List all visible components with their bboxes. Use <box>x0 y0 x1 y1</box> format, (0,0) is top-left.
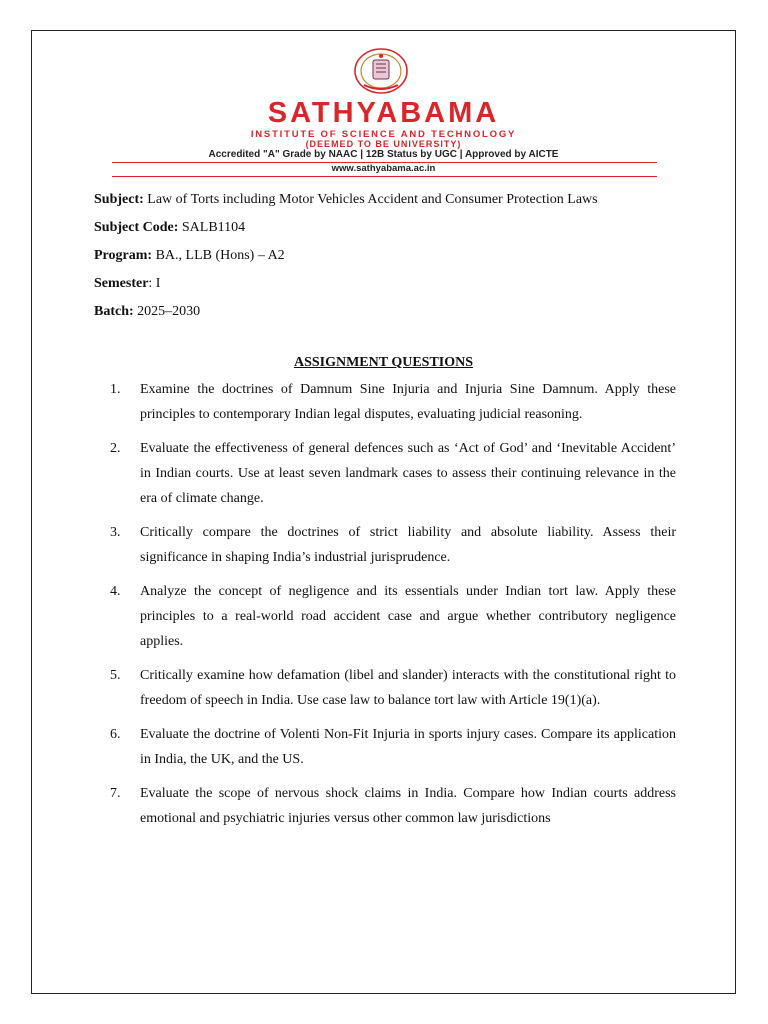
subject-line <box>94 186 694 214</box>
list-item <box>110 436 676 511</box>
question-text: Evaluate the scope of nervous shock claims in India. Compare how Indian courts address emotional and psychiatric injuries versus other common law jurisdictions <box>140 786 676 826</box>
program-value: BA., LLB (Hons) – A2 <box>152 248 285 263</box>
batch-value: 2025–2030 <box>133 304 201 319</box>
course-details <box>94 186 694 326</box>
list-item <box>110 722 676 772</box>
question-text: Examine the doctrines of Damnum Sine Injuria and Injuria Sine Damnum. Apply these principles to contemporary Indian legal disputes, evaluating judicial reasoning. <box>140 382 676 422</box>
subject-code-label: Subject Code: <box>94 220 179 235</box>
batch-label: Batch: <box>94 304 134 319</box>
accreditation-line: Accredited "A" Grade by NAAC | 12B Status by UGC | Approved by AICTE <box>208 149 559 160</box>
brand-name: SATHYABAMA <box>267 97 500 129</box>
list-item <box>110 781 676 831</box>
semester-value: : I <box>148 276 161 291</box>
list-item <box>110 579 676 654</box>
batch-line <box>94 298 694 326</box>
program-line <box>94 242 694 270</box>
question-text: Evaluate the effectiveness of general defences such as ‘Act of God’ and ‘Inevitable Accident’ in Indian courts. Use at least seven landmark cases to assess their continuing relevance in the era of climate change. <box>140 441 676 506</box>
semester-label: Semester <box>94 276 149 291</box>
subject-label: Subject: <box>94 192 144 207</box>
question-number: 3. <box>110 525 121 540</box>
assignment-heading: ASSIGNMENT QUESTIONS <box>293 355 474 370</box>
question-number: 4. <box>110 584 121 599</box>
question-text: Critically compare the doctrines of strict liability and absolute liability. Assess their significance in shaping India’s industrial jurisprudence. <box>140 525 676 565</box>
question-text: Analyze the concept of negligence and its essentials under Indian tort law. Apply these principles to a real-world road accident case and argue whether contributory negligence applies. <box>140 584 676 649</box>
question-text: Critically examine how defamation (libel and slander) interacts with the constitutional right to freedom of speech in India. Use case law to balance tort law with Article 19(1)(a). <box>140 668 676 708</box>
subject-code-line <box>94 214 694 242</box>
document-page <box>31 30 736 994</box>
question-list <box>110 377 676 840</box>
university-emblem-icon <box>350 47 412 95</box>
divider <box>112 176 657 177</box>
subject-value: Law of Torts including Motor Vehicles Accident and Consumer Protection Laws <box>143 192 598 207</box>
deemed-status: (DEEMED TO BE UNIVERSITY) <box>305 139 462 149</box>
letterhead <box>32 45 735 195</box>
question-text: Evaluate the doctrine of Volenti Non-Fit Injuria in sports injury cases. Compare its application in India, the UK, and the US. <box>140 727 676 767</box>
question-number: 6. <box>110 727 121 742</box>
website: www.sathyabama.ac.in <box>331 163 436 174</box>
question-number: 5. <box>110 668 121 683</box>
list-item <box>110 663 676 713</box>
question-number: 2. <box>110 441 121 456</box>
institute-name: INSTITUTE OF SCIENCE AND TECHNOLOGY <box>250 129 517 140</box>
question-number: 1. <box>110 382 121 397</box>
semester-line <box>94 270 694 298</box>
list-item <box>110 520 676 570</box>
question-number: 7. <box>110 786 121 801</box>
subject-code-value: SALB1104 <box>178 220 246 235</box>
program-label: Program: <box>94 248 153 263</box>
list-item <box>110 377 676 427</box>
